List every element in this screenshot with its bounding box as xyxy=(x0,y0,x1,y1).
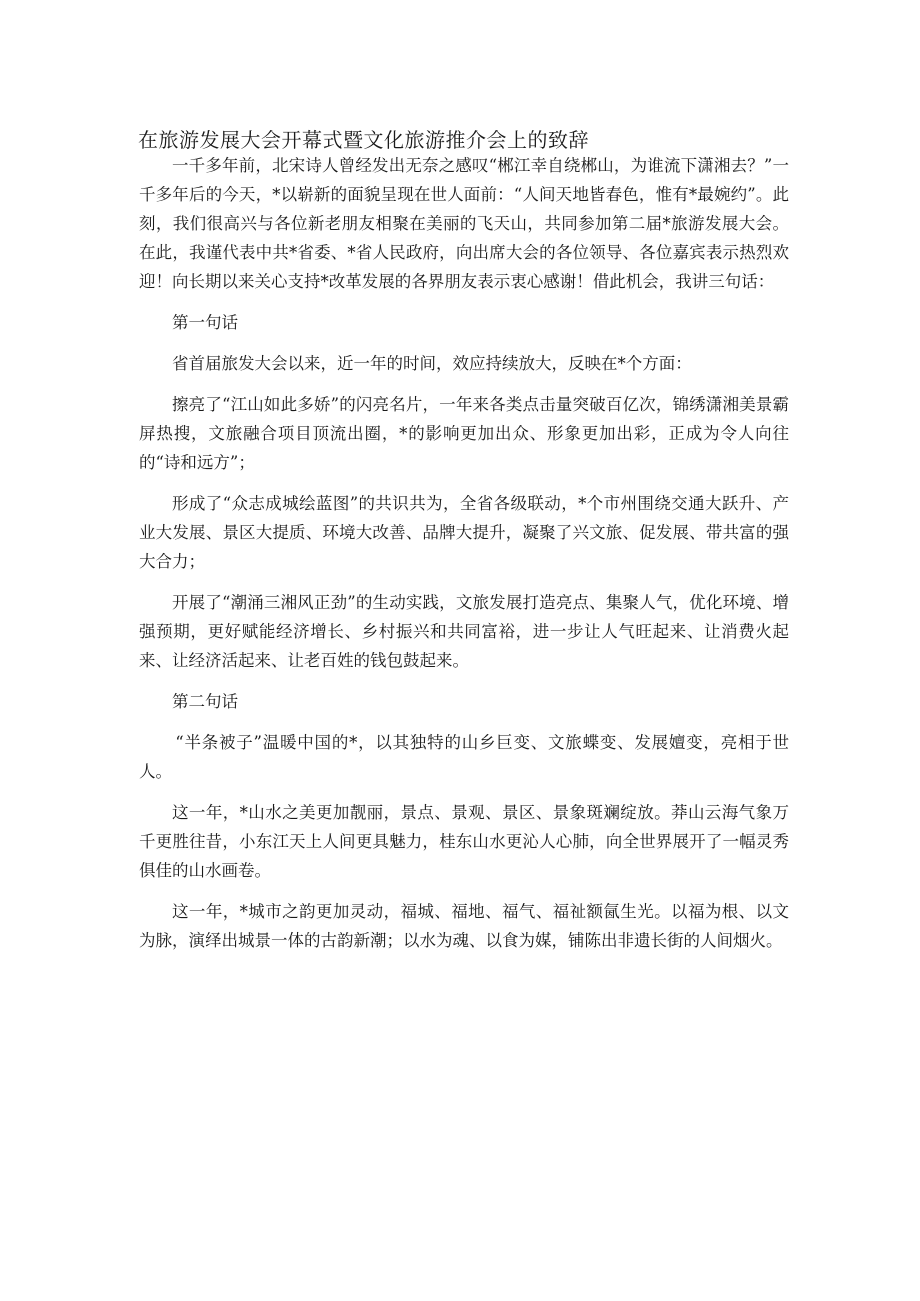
paragraph: 省首届旅发大会以来，近一年的时间，效应持续放大，反映在*个方面： xyxy=(172,354,692,373)
paragraph: “半条被子”温暖中国的*，以其独特的山乡巨变、文旅蝶变、发展嬗变，亮相于世人。 xyxy=(139,733,789,781)
section-heading-second: 第二句话 xyxy=(172,692,238,711)
document-body xyxy=(139,151,789,967)
paragraph: 开展了“潮涌三湘风正劲”的生动实践，文旅发展打造亮点、集聚人气，优化环境、增强预期，更好赋能经济增长、乡村振兴和共同富裕，进一步让人气旺起来、让消费火起来、让经济活起来、让老百姓的钱包鼓起来。 xyxy=(139,593,789,670)
paragraph: 形成了“众志成城绘蓝图”的共识共为，全省各级联动，*个市州围绕交通大跃升、产业大发展、景区大提质、环境大改善、品牌大提升，凝聚了兴文旅、促发展、带共富的强大合力； xyxy=(139,494,789,571)
paragraph: 这一年，*城市之韵更加灵动，福城、福地、福气、福祉额氤生光。以福为根、以文为脉，演绎出城景一体的古韵新潮；以水为魂、以食为媒，铺陈出非遗长街的人间烟火。 xyxy=(139,902,789,950)
section-heading-first: 第一句话 xyxy=(172,313,238,332)
paragraph: 这一年，*山水之美更加靓丽，景点、景观、景区、景象斑斓绽放。莽山云海气象万千更胜往昔，小东江天上人间更具魅力，桂东山水更沁人心肺，向全世界展开了一幅灵秀俱佳的山水画卷。 xyxy=(139,803,789,880)
paragraph-intro: 一千多年前，北宋诗人曾经发出无奈之感叹“郴江幸自绕郴山，为谁流下潇湘去？”一千多年后的今天，*以崭新的面貌呈现在世人面前：“人间天地皆春色，惟有*最婉约”。此刻，我们很高兴与各位新老朋友相聚在美丽的飞天山，共同参加第二届*旅游发展大会。在此，我谨代表中共*省委、*省人民政府，向出席大会的各位领导、各位嘉宾表示热烈欢迎！向长期以来关心支持*改革发展的各界朋友表示衷心感谢！借此机会，我讲三句话： xyxy=(139,156,789,291)
paragraph: 擦亮了“江山如此多娇”的闪亮名片，一年来各类点击量突破百亿次，锦绣潇湘美景霸屏热搜，文旅融合项目顶流出圈，*的影响更加出众、形象更加出彩，正成为令人向往的“诗和远方”； xyxy=(139,395,789,472)
document-title: 在旅游发展大会开幕式暨文化旅游推介会上的致辞 xyxy=(138,128,589,152)
